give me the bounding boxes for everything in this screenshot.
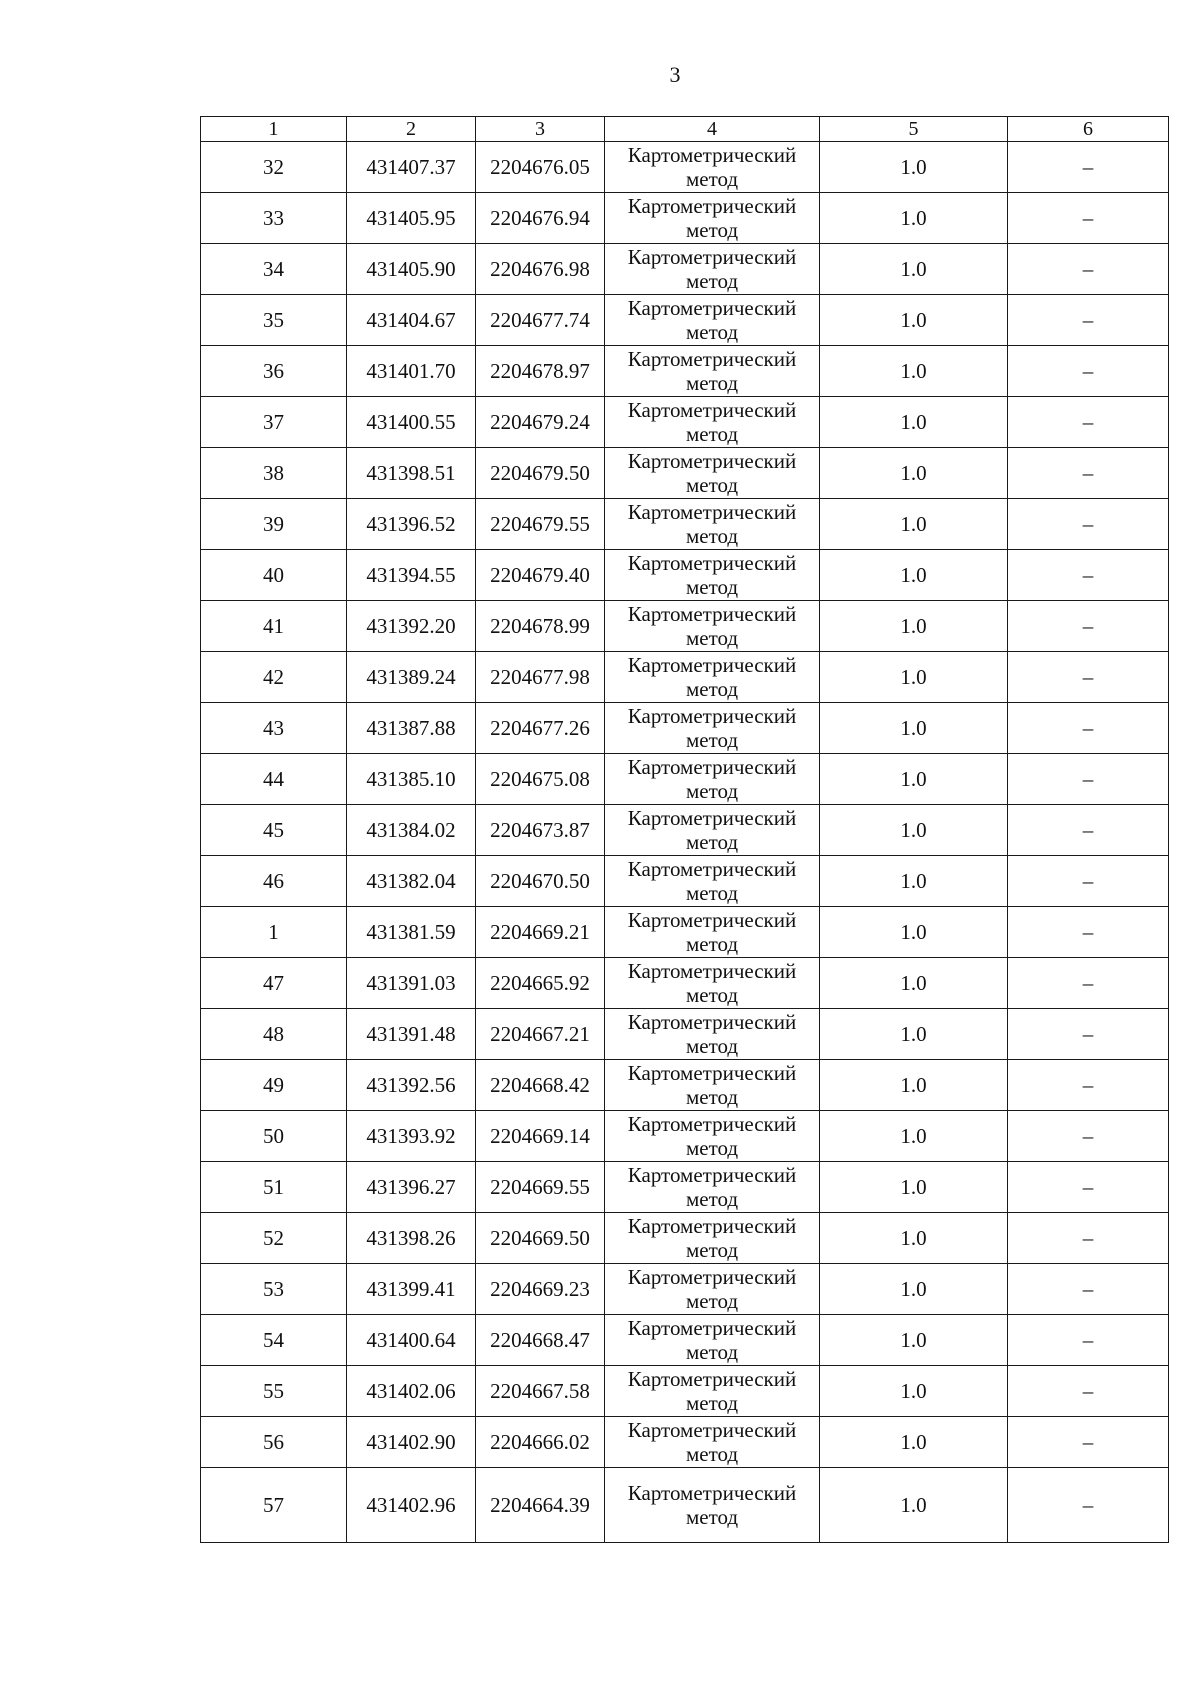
description-cell: – bbox=[1008, 601, 1169, 652]
point-number-cell: 43 bbox=[201, 703, 347, 754]
method-line-2: метод bbox=[685, 728, 739, 752]
method-line-1: Картометрический bbox=[627, 959, 797, 983]
point-number-cell: 40 bbox=[201, 550, 347, 601]
method-cell bbox=[605, 1468, 820, 1543]
table-body bbox=[201, 142, 1169, 1543]
accuracy-cell: 1.0 bbox=[820, 703, 1008, 754]
point-number-cell: 33 bbox=[201, 193, 347, 244]
method-line-1: Картометрический bbox=[627, 551, 797, 575]
point-number-cell: 51 bbox=[201, 1162, 347, 1213]
y-coordinate-cell: 2204664.39 bbox=[476, 1468, 605, 1543]
accuracy-cell: 1.0 bbox=[820, 397, 1008, 448]
y-coordinate-cell: 2204669.23 bbox=[476, 1264, 605, 1315]
method-cell bbox=[605, 1366, 820, 1417]
method-cell bbox=[605, 142, 820, 193]
method-line-2: метод bbox=[685, 1136, 739, 1160]
accuracy-cell: 1.0 bbox=[820, 295, 1008, 346]
x-coordinate-cell: 431404.67 bbox=[347, 295, 476, 346]
accuracy-cell: 1.0 bbox=[820, 244, 1008, 295]
description-cell: – bbox=[1008, 1111, 1169, 1162]
method-cell bbox=[605, 1417, 820, 1468]
x-coordinate-cell: 431389.24 bbox=[347, 652, 476, 703]
method-line-1: Картометрический bbox=[627, 755, 797, 779]
method-line-2: метод bbox=[685, 422, 739, 446]
accuracy-cell: 1.0 bbox=[820, 1162, 1008, 1213]
method-cell bbox=[605, 1264, 820, 1315]
column-header: 3 bbox=[476, 117, 605, 142]
accuracy-cell: 1.0 bbox=[820, 1315, 1008, 1366]
accuracy-cell: 1.0 bbox=[820, 499, 1008, 550]
method-cell bbox=[605, 244, 820, 295]
method-cell bbox=[605, 1315, 820, 1366]
y-coordinate-cell: 2204670.50 bbox=[476, 856, 605, 907]
x-coordinate-cell: 431396.27 bbox=[347, 1162, 476, 1213]
table-row bbox=[201, 1366, 1169, 1417]
x-coordinate-cell: 431394.55 bbox=[347, 550, 476, 601]
table-row bbox=[201, 1009, 1169, 1060]
table-row bbox=[201, 397, 1169, 448]
y-coordinate-cell: 2204679.55 bbox=[476, 499, 605, 550]
method-line-1: Картометрический bbox=[627, 1112, 797, 1136]
column-header: 2 bbox=[347, 117, 476, 142]
x-coordinate-cell: 431401.70 bbox=[347, 346, 476, 397]
point-number-cell: 39 bbox=[201, 499, 347, 550]
point-number-cell: 45 bbox=[201, 805, 347, 856]
description-cell: – bbox=[1008, 856, 1169, 907]
accuracy-cell: 1.0 bbox=[820, 1111, 1008, 1162]
accuracy-cell: 1.0 bbox=[820, 856, 1008, 907]
accuracy-cell: 1.0 bbox=[820, 550, 1008, 601]
point-number-cell: 53 bbox=[201, 1264, 347, 1315]
y-coordinate-cell: 2204668.47 bbox=[476, 1315, 605, 1366]
table-row bbox=[201, 805, 1169, 856]
table-row bbox=[201, 856, 1169, 907]
point-number-cell: 48 bbox=[201, 1009, 347, 1060]
table-row bbox=[201, 448, 1169, 499]
coordinates-table bbox=[200, 116, 1169, 1543]
accuracy-cell: 1.0 bbox=[820, 1060, 1008, 1111]
method-cell bbox=[605, 499, 820, 550]
y-coordinate-cell: 2204677.98 bbox=[476, 652, 605, 703]
accuracy-cell: 1.0 bbox=[820, 1468, 1008, 1543]
y-coordinate-cell: 2204667.58 bbox=[476, 1366, 605, 1417]
method-line-1: Картометрический bbox=[627, 1265, 797, 1289]
x-coordinate-cell: 431381.59 bbox=[347, 907, 476, 958]
point-number-cell: 50 bbox=[201, 1111, 347, 1162]
point-number-cell: 32 bbox=[201, 142, 347, 193]
description-cell: – bbox=[1008, 1366, 1169, 1417]
column-header: 1 bbox=[201, 117, 347, 142]
description-cell: – bbox=[1008, 703, 1169, 754]
method-cell bbox=[605, 550, 820, 601]
method-line-1: Картометрический bbox=[627, 602, 797, 626]
method-line-2: метод bbox=[685, 167, 739, 191]
method-line-2: метод bbox=[685, 881, 739, 905]
table-row bbox=[201, 601, 1169, 652]
method-line-2: метод bbox=[685, 1289, 739, 1313]
method-cell bbox=[605, 1213, 820, 1264]
x-coordinate-cell: 431392.20 bbox=[347, 601, 476, 652]
method-line-2: метод bbox=[685, 983, 739, 1007]
y-coordinate-cell: 2204677.26 bbox=[476, 703, 605, 754]
method-line-2: метод bbox=[685, 320, 739, 344]
method-cell bbox=[605, 193, 820, 244]
method-line-2: метод bbox=[685, 626, 739, 650]
method-line-1: Картометрический bbox=[627, 704, 797, 728]
method-line-1: Картометрический bbox=[627, 398, 797, 422]
method-cell bbox=[605, 856, 820, 907]
x-coordinate-cell: 431407.37 bbox=[347, 142, 476, 193]
method-line-1: Картометрический bbox=[627, 1214, 797, 1238]
description-cell: – bbox=[1008, 550, 1169, 601]
y-coordinate-cell: 2204666.02 bbox=[476, 1417, 605, 1468]
method-line-1: Картометрический bbox=[627, 245, 797, 269]
method-line-1: Картометрический bbox=[627, 347, 797, 371]
x-coordinate-cell: 431393.92 bbox=[347, 1111, 476, 1162]
y-coordinate-cell: 2204678.97 bbox=[476, 346, 605, 397]
description-cell: – bbox=[1008, 652, 1169, 703]
method-line-2: метод bbox=[685, 1340, 739, 1364]
method-cell bbox=[605, 1111, 820, 1162]
description-cell: – bbox=[1008, 1213, 1169, 1264]
point-number-cell: 36 bbox=[201, 346, 347, 397]
y-coordinate-cell: 2204668.42 bbox=[476, 1060, 605, 1111]
method-line-2: метод bbox=[685, 1085, 739, 1109]
description-cell: – bbox=[1008, 499, 1169, 550]
method-cell bbox=[605, 1162, 820, 1213]
table-row bbox=[201, 295, 1169, 346]
table-row bbox=[201, 346, 1169, 397]
y-coordinate-cell: 2204667.21 bbox=[476, 1009, 605, 1060]
method-line-2: метод bbox=[685, 473, 739, 497]
method-line-1: Картометрический bbox=[627, 857, 797, 881]
description-cell: – bbox=[1008, 907, 1169, 958]
method-cell bbox=[605, 805, 820, 856]
method-line-1: Картометрический bbox=[627, 1010, 797, 1034]
point-number-cell: 49 bbox=[201, 1060, 347, 1111]
accuracy-cell: 1.0 bbox=[820, 346, 1008, 397]
accuracy-cell: 1.0 bbox=[820, 1417, 1008, 1468]
description-cell: – bbox=[1008, 244, 1169, 295]
method-line-1: Картометрический bbox=[627, 1481, 797, 1505]
point-number-cell: 46 bbox=[201, 856, 347, 907]
method-line-2: метод bbox=[685, 677, 739, 701]
method-line-1: Картометрический bbox=[627, 1316, 797, 1340]
point-number-cell: 57 bbox=[201, 1468, 347, 1543]
method-line-2: метод bbox=[685, 1391, 739, 1415]
x-coordinate-cell: 431400.55 bbox=[347, 397, 476, 448]
method-line-2: метод bbox=[685, 371, 739, 395]
table-row bbox=[201, 958, 1169, 1009]
description-cell: – bbox=[1008, 448, 1169, 499]
method-cell bbox=[605, 448, 820, 499]
y-coordinate-cell: 2204669.50 bbox=[476, 1213, 605, 1264]
table-row bbox=[201, 1417, 1169, 1468]
description-cell: – bbox=[1008, 142, 1169, 193]
y-coordinate-cell: 2204669.55 bbox=[476, 1162, 605, 1213]
column-header: 6 bbox=[1008, 117, 1169, 142]
x-coordinate-cell: 431400.64 bbox=[347, 1315, 476, 1366]
method-line-1: Картометрический bbox=[627, 653, 797, 677]
description-cell: – bbox=[1008, 1060, 1169, 1111]
point-number-cell: 56 bbox=[201, 1417, 347, 1468]
y-coordinate-cell: 2204676.94 bbox=[476, 193, 605, 244]
x-coordinate-cell: 431399.41 bbox=[347, 1264, 476, 1315]
table-row bbox=[201, 499, 1169, 550]
table-row bbox=[201, 1315, 1169, 1366]
method-line-2: метод bbox=[685, 575, 739, 599]
x-coordinate-cell: 431398.51 bbox=[347, 448, 476, 499]
table-row bbox=[201, 652, 1169, 703]
accuracy-cell: 1.0 bbox=[820, 652, 1008, 703]
method-line-1: Картометрический bbox=[627, 1367, 797, 1391]
x-coordinate-cell: 431392.56 bbox=[347, 1060, 476, 1111]
point-number-cell: 42 bbox=[201, 652, 347, 703]
method-line-2: метод bbox=[685, 524, 739, 548]
accuracy-cell: 1.0 bbox=[820, 754, 1008, 805]
table-row bbox=[201, 754, 1169, 805]
point-number-cell: 54 bbox=[201, 1315, 347, 1366]
method-line-1: Картометрический bbox=[627, 1418, 797, 1442]
x-coordinate-cell: 431402.06 bbox=[347, 1366, 476, 1417]
description-cell: – bbox=[1008, 1417, 1169, 1468]
y-coordinate-cell: 2204665.92 bbox=[476, 958, 605, 1009]
x-coordinate-cell: 431385.10 bbox=[347, 754, 476, 805]
method-cell bbox=[605, 346, 820, 397]
table-row bbox=[201, 1162, 1169, 1213]
method-line-2: метод bbox=[685, 1034, 739, 1058]
accuracy-cell: 1.0 bbox=[820, 601, 1008, 652]
method-cell bbox=[605, 754, 820, 805]
method-cell bbox=[605, 1009, 820, 1060]
method-line-2: метод bbox=[685, 269, 739, 293]
accuracy-cell: 1.0 bbox=[820, 805, 1008, 856]
method-cell bbox=[605, 907, 820, 958]
accuracy-cell: 1.0 bbox=[820, 1366, 1008, 1417]
description-cell: – bbox=[1008, 295, 1169, 346]
method-cell bbox=[605, 652, 820, 703]
point-number-cell: 35 bbox=[201, 295, 347, 346]
method-cell bbox=[605, 397, 820, 448]
method-cell bbox=[605, 958, 820, 1009]
method-line-2: метод bbox=[685, 1238, 739, 1262]
description-cell: – bbox=[1008, 1315, 1169, 1366]
table-row bbox=[201, 907, 1169, 958]
table-row bbox=[201, 550, 1169, 601]
table-row bbox=[201, 1468, 1169, 1543]
point-number-cell: 41 bbox=[201, 601, 347, 652]
method-line-1: Картометрический bbox=[627, 143, 797, 167]
x-coordinate-cell: 431402.96 bbox=[347, 1468, 476, 1543]
method-line-1: Картометрический bbox=[627, 194, 797, 218]
x-coordinate-cell: 431405.90 bbox=[347, 244, 476, 295]
x-coordinate-cell: 431382.04 bbox=[347, 856, 476, 907]
y-coordinate-cell: 2204676.98 bbox=[476, 244, 605, 295]
description-cell: – bbox=[1008, 1264, 1169, 1315]
method-line-2: метод bbox=[685, 1187, 739, 1211]
table-row bbox=[201, 1060, 1169, 1111]
description-cell: – bbox=[1008, 193, 1169, 244]
x-coordinate-cell: 431402.90 bbox=[347, 1417, 476, 1468]
column-header: 4 bbox=[605, 117, 820, 142]
accuracy-cell: 1.0 bbox=[820, 193, 1008, 244]
y-coordinate-cell: 2204669.21 bbox=[476, 907, 605, 958]
method-line-2: метод bbox=[685, 830, 739, 854]
point-number-cell: 44 bbox=[201, 754, 347, 805]
table-row bbox=[201, 244, 1169, 295]
method-cell bbox=[605, 1060, 820, 1111]
table-row bbox=[201, 1264, 1169, 1315]
table-row bbox=[201, 1213, 1169, 1264]
table-row bbox=[201, 703, 1169, 754]
table-row bbox=[201, 193, 1169, 244]
y-coordinate-cell: 2204676.05 bbox=[476, 142, 605, 193]
accuracy-cell: 1.0 bbox=[820, 958, 1008, 1009]
page-number: 3 bbox=[669, 62, 681, 87]
point-number-cell: 52 bbox=[201, 1213, 347, 1264]
point-number-cell: 34 bbox=[201, 244, 347, 295]
method-line-1: Картометрический bbox=[627, 908, 797, 932]
point-number-cell: 47 bbox=[201, 958, 347, 1009]
table-row bbox=[201, 142, 1169, 193]
method-line-2: метод bbox=[685, 779, 739, 803]
method-line-1: Картометрический bbox=[627, 500, 797, 524]
description-cell: – bbox=[1008, 397, 1169, 448]
description-cell: – bbox=[1008, 1468, 1169, 1543]
x-coordinate-cell: 431396.52 bbox=[347, 499, 476, 550]
y-coordinate-cell: 2204679.50 bbox=[476, 448, 605, 499]
description-cell: – bbox=[1008, 958, 1169, 1009]
y-coordinate-cell: 2204669.14 bbox=[476, 1111, 605, 1162]
method-line-1: Картометрический bbox=[627, 806, 797, 830]
description-cell: – bbox=[1008, 1162, 1169, 1213]
method-line-2: метод bbox=[685, 932, 739, 956]
description-cell: – bbox=[1008, 346, 1169, 397]
description-cell: – bbox=[1008, 805, 1169, 856]
method-cell bbox=[605, 295, 820, 346]
x-coordinate-cell: 431398.26 bbox=[347, 1213, 476, 1264]
point-number-cell: 37 bbox=[201, 397, 347, 448]
y-coordinate-cell: 2204675.08 bbox=[476, 754, 605, 805]
point-number-cell: 1 bbox=[201, 907, 347, 958]
method-line-1: Картометрический bbox=[627, 1163, 797, 1187]
column-header: 5 bbox=[820, 117, 1008, 142]
point-number-cell: 38 bbox=[201, 448, 347, 499]
y-coordinate-cell: 2204677.74 bbox=[476, 295, 605, 346]
x-coordinate-cell: 431391.48 bbox=[347, 1009, 476, 1060]
accuracy-cell: 1.0 bbox=[820, 448, 1008, 499]
method-cell bbox=[605, 703, 820, 754]
accuracy-cell: 1.0 bbox=[820, 1213, 1008, 1264]
y-coordinate-cell: 2204679.40 bbox=[476, 550, 605, 601]
x-coordinate-cell: 431391.03 bbox=[347, 958, 476, 1009]
method-line-2: метод bbox=[685, 1442, 739, 1466]
table-row bbox=[201, 1111, 1169, 1162]
accuracy-cell: 1.0 bbox=[820, 1009, 1008, 1060]
column-number-row bbox=[201, 117, 1169, 142]
y-coordinate-cell: 2204673.87 bbox=[476, 805, 605, 856]
description-cell: – bbox=[1008, 754, 1169, 805]
method-line-1: Картометрический bbox=[627, 1061, 797, 1085]
method-line-2: метод bbox=[685, 1505, 739, 1529]
x-coordinate-cell: 431405.95 bbox=[347, 193, 476, 244]
accuracy-cell: 1.0 bbox=[820, 1264, 1008, 1315]
point-number-cell: 55 bbox=[201, 1366, 347, 1417]
x-coordinate-cell: 431387.88 bbox=[347, 703, 476, 754]
accuracy-cell: 1.0 bbox=[820, 907, 1008, 958]
method-line-1: Картометрический bbox=[627, 296, 797, 320]
method-line-1: Картометрический bbox=[627, 449, 797, 473]
method-line-2: метод bbox=[685, 218, 739, 242]
x-coordinate-cell: 431384.02 bbox=[347, 805, 476, 856]
y-coordinate-cell: 2204679.24 bbox=[476, 397, 605, 448]
accuracy-cell: 1.0 bbox=[820, 142, 1008, 193]
description-cell: – bbox=[1008, 1009, 1169, 1060]
y-coordinate-cell: 2204678.99 bbox=[476, 601, 605, 652]
method-cell bbox=[605, 601, 820, 652]
